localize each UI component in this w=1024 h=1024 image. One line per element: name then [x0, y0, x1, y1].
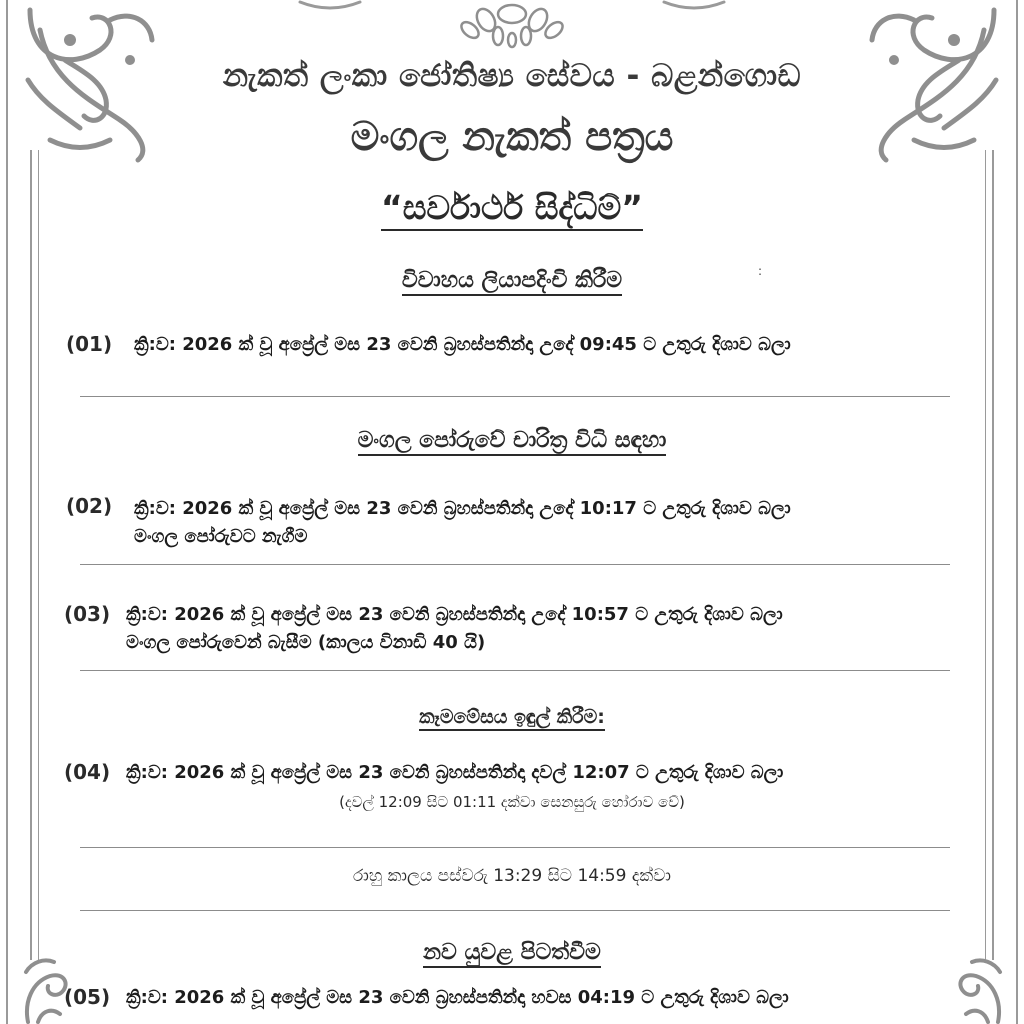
stray-mark: :: [758, 264, 763, 278]
entry-number: (01): [66, 332, 113, 356]
top-center-ornament-icon: [290, 0, 734, 50]
separator-line: [80, 910, 950, 911]
separator-line: [80, 396, 950, 397]
entry-number: (03): [64, 602, 111, 626]
entry-line: ක්‍රි:ව: 2026 ක් වූ අප්‍රේල් මස 23 වෙනි බ්‍රහස්පතින්දා උදේ 09:45 ට උතුරු දිශාව බලා: [134, 334, 791, 355]
entry-line: ක්‍රි:ව: 2026 ක් වූ අප්‍රේල් මස 23 වෙනි බ්‍රහස්පතින්දා හවස 04:19 ට උතුරු දිශාව බලා: [126, 987, 789, 1008]
entry-line: ක්‍රි:ව: 2026 ක් වූ අප්‍රේල් මස 23 වෙනි බ්‍රහස්පතින්දා දවල් 12:07 ට උතුරු දිශාව බලා: [126, 762, 784, 783]
section-heading-marriage-registration: [0, 268, 1024, 293]
entry-number: (02): [66, 494, 113, 518]
entry-line: ක්‍රි:ව: 2026 ක් වූ අප්‍රේල් මස 23 වෙනි බ්‍රහස්පතින්දා උදේ 10:57 ට උතුරු දිශාව බලා: [126, 604, 783, 625]
section-heading-text: මංගල පෝරුවේ චාරිත්‍ර විධි සඳහා: [358, 428, 667, 456]
section-heading-poruwa-ceremony: [0, 428, 1024, 453]
document-title: මංගල නැකත් පත්‍රය: [350, 114, 674, 160]
separator-line: [80, 564, 950, 565]
entry-note: (දවල් 12:09 සිට 01:11 දක්වා සෙනසුරු හෝරාව වේ): [339, 793, 685, 811]
entry-number: (04): [64, 760, 111, 784]
motto: [0, 188, 1024, 228]
section-heading-buffet-table: [0, 706, 1024, 728]
section-heading-text: කෑමමේසය ඉඳුල් කිරීම:: [419, 706, 605, 731]
entry-number: (05): [64, 985, 111, 1009]
entry-line: මංගල පෝරුවට නැගීම: [134, 526, 308, 547]
section-heading-couple-departure: [0, 940, 1024, 965]
separator-line: [80, 670, 950, 671]
section-heading-text: විවාහය ලියාපදිංචි කිරීම: [402, 268, 622, 296]
entry-line: ක්‍රි:ව: 2026 ක් වූ අප්‍රේල් මස 23 වෙනි බ්‍රහස්පතින්දා උදේ 10:17 ට උතුරු දිශාව බලා: [134, 498, 791, 519]
motto-text: “සර්වාර්ථ සිද්ධිම්”: [381, 188, 643, 231]
separator-line: [80, 847, 950, 848]
organization-name: නැකත් ලංකා ජෝතිෂ්‍ය සේවය - බළන්ගොඩ: [222, 58, 802, 94]
rahu-kalaya: රාහු කාලය පස්වරු 13:29 සිට 14:59 දක්වා: [352, 866, 672, 886]
section-heading-text: නව යුවළ පිටත්වීම: [423, 940, 601, 968]
entry-line: මංගල පෝරුවෙන් බැසීම (කාලය විනාඩි 40 යි): [126, 632, 486, 653]
